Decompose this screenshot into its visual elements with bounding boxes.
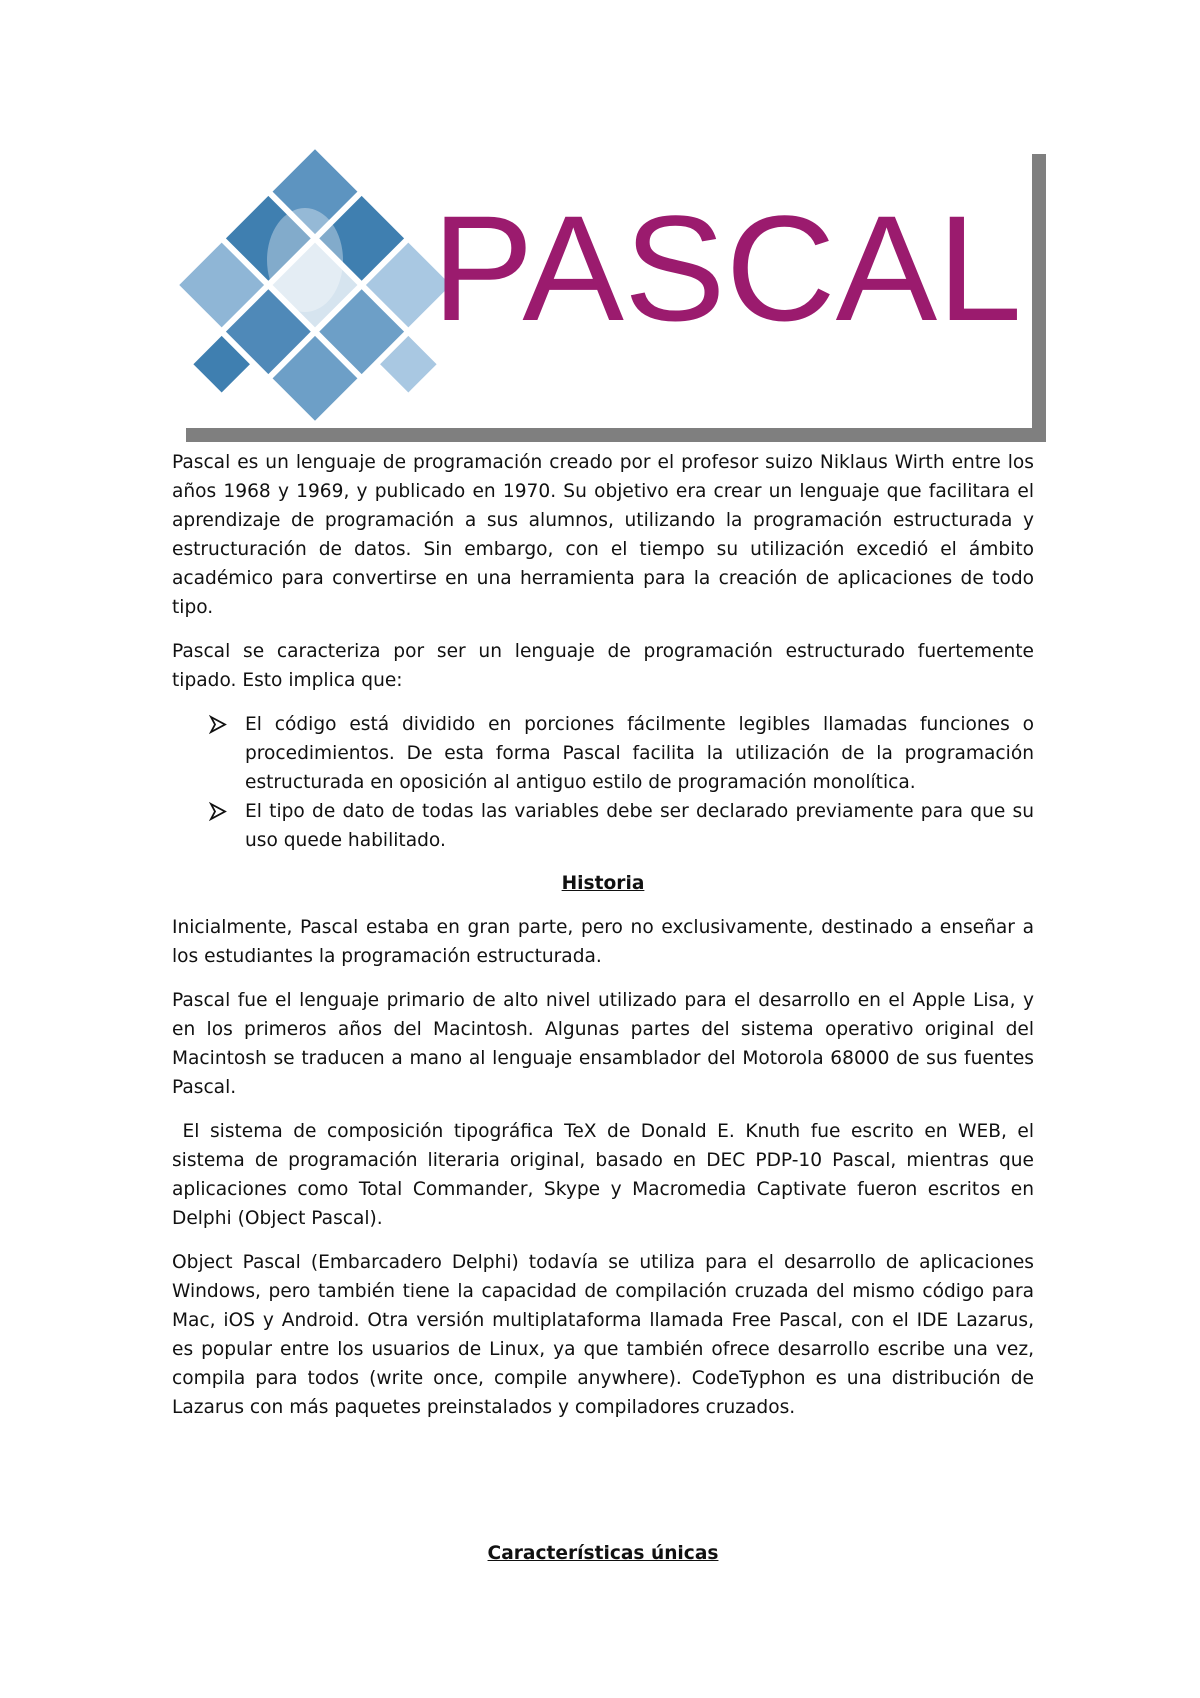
- historia-paragraph-1: Inicialmente, Pascal estaba en gran parte, pero no exclusivamente, destinado a enseñar a los estudiantes la programación estructurada.: [172, 917, 1034, 967]
- logo-wordmark: PASCAL: [432, 184, 1022, 352]
- document-body: [172, 448, 1040, 1583]
- arrowhead-bullet-icon: [209, 710, 227, 739]
- list-item-text: El código está dividido en porciones fácilmente legibles llamadas funciones o procedimientos. De esta forma Pascal facilita la utilización de la programación estructurada en oposición al antiguo estilo de programación monolítica.: [245, 714, 1034, 793]
- intro-paragraph-1: Pascal es un lenguaje de programación creado por el profesor suizo Niklaus Wirth entre los años 1968 y 1969, y publicado en 1970. Su objetivo era crear un lenguaje que facilitara el aprendizaje de programación a sus alumnos, utilizando la programación estructurada y estructuración de datos. Sin embargo, con el tiempo su utilización excedió el ámbito académico para convertirse en una herramienta para la creación de aplicaciones de todo tipo.: [172, 452, 1034, 618]
- arrowhead-bullet-icon: [209, 797, 227, 826]
- logo-frame-right: [1032, 154, 1046, 442]
- historia-paragraph-2: Pascal fue el lenguaje primario de alto nivel utilizado para el desarrollo en el Apple Lisa, y en los primeros años del Macintosh. Algunas partes del sistema operativo original del Macintosh se traducen a mano al lenguaje ensamblador del Motorola 68000 de sus fuentes Pascal.: [172, 990, 1034, 1098]
- list-item: [172, 797, 1034, 855]
- pascal-logo: [170, 140, 1050, 450]
- historia-paragraph-4: Object Pascal (Embarcadero Delphi) todavía se utiliza para el desarrollo de aplicaciones Windows, pero también tiene la capacidad de compilación cruzada del mismo código para Mac, iOS y Android. Otra versión multiplataforma llamada Free Pascal, con el IDE Lazarus, es popular entre los usuarios de Linux, ya que también ofrece desarrollo escribe una vez, compila para todos (write once, compile anywhere). CodeTyphon es una distribución de Lazarus con más paquetes preinstalados y compiladores cruzados.: [172, 1252, 1034, 1418]
- logo-frame-bottom: [186, 428, 1046, 442]
- feature-list: [172, 710, 1034, 855]
- section-heading-caracteristicas: Características únicas: [487, 1543, 719, 1564]
- list-item-text: El tipo de dato de todas las variables debe ser declarado previamente para que su uso quede habilitado.: [245, 801, 1034, 851]
- section-heading-historia: Historia: [561, 873, 645, 894]
- list-item: [172, 710, 1034, 797]
- intro-paragraph-2: Pascal se caracteriza por ser un lenguaje de programación estructurado fuertemente tipado. Esto implica que:: [172, 641, 1034, 691]
- section-spacer: [172, 1437, 1034, 1539]
- historia-paragraph-3: El sistema de composición tipográfica TeX de Donald E. Knuth fue escrito en WEB, el sistema de programación literaria original, basado en DEC PDP-10 Pascal, mientras que aplicaciones como Total Commander, Skype y Macromedia Captivate fueron escritos en Delphi (Object Pascal).: [172, 1121, 1040, 1229]
